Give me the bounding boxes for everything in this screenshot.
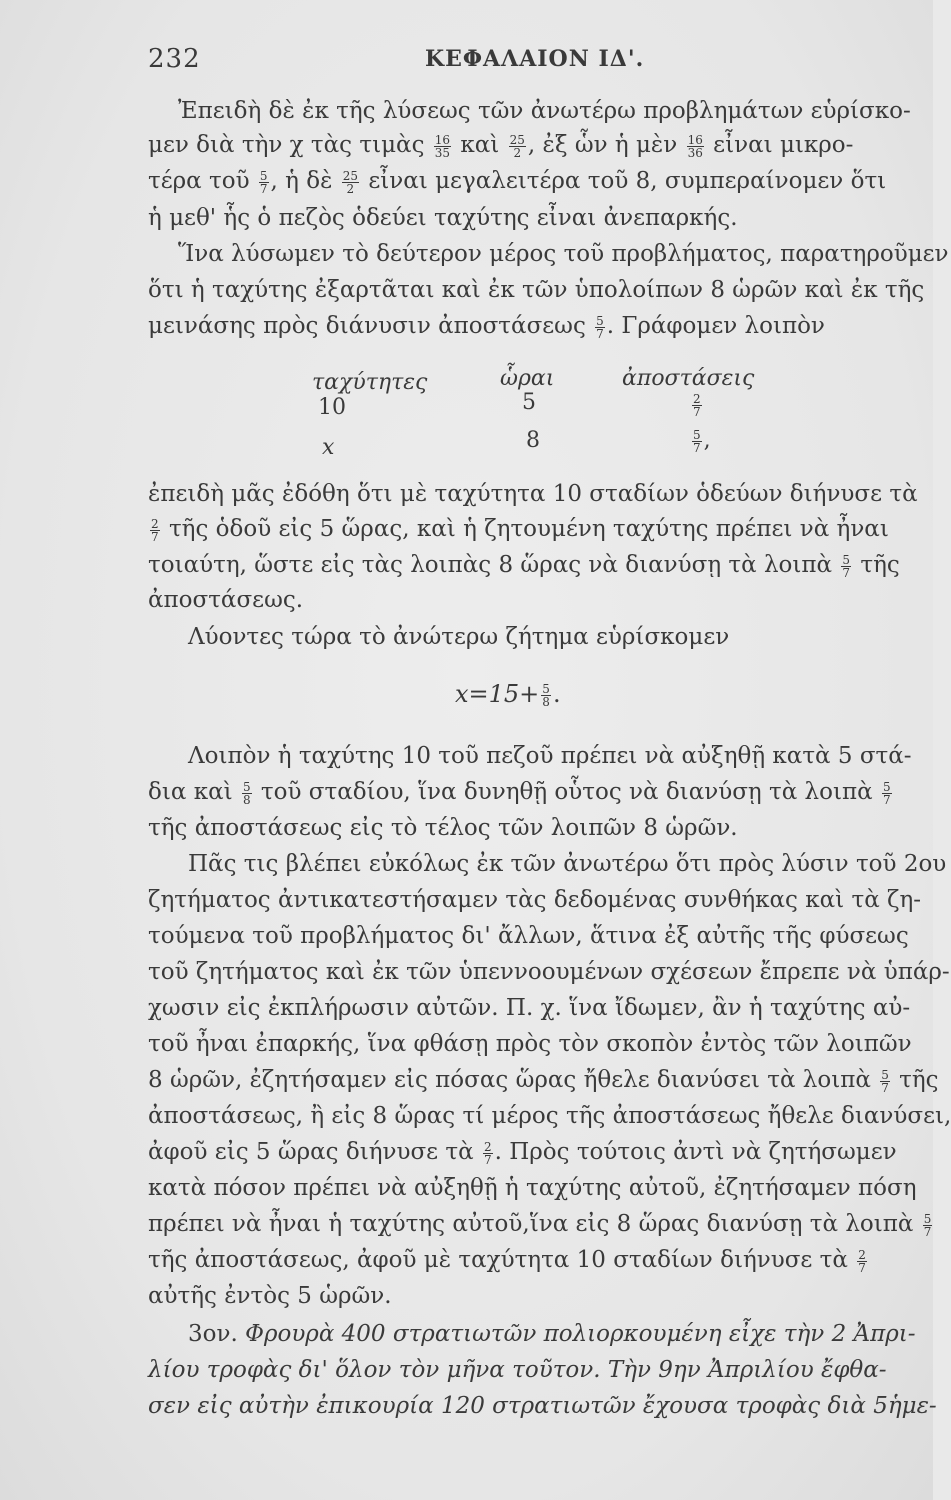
- text-line: τούμενα τοῦ προβλήματος δι' ἄλλων, ἅτινα ἐξ αὐτῆς τῆς φύσεως: [148, 923, 909, 949]
- text-line: Ἐπειδὴ δὲ ἐκ τῆς λύσεως τῶν ἀνωτέρω προβλημάτων εὑρίσκο-: [178, 98, 911, 124]
- table-header: ὧραι: [500, 366, 555, 391]
- text-line: τῆς ἀποστάσεως εἰς τὸ τέλος τῶν λοιπῶν 8 ὡρῶν.: [148, 815, 738, 841]
- fraction: $\frac{5}{7}$: [881, 1067, 889, 1095]
- text-line: τοῦ ἦναι ἐπαρκής, ἵνα φθάσῃ πρὸς τὸν σκοπὸν ἐντὸς τῶν λοιπῶν: [148, 1031, 912, 1057]
- table-cell: 8: [526, 428, 540, 453]
- text-line: ἀποστάσεως, ἢ εἰς 8 ὥρας τί μέρος τῆς ἀποστάσεως ἤθελε διανύσει,: [148, 1103, 951, 1129]
- fraction: $\frac{5}{7}$: [923, 1211, 932, 1239]
- text-line: ἀφοῦ εἰς 5 ὥρας διήνυσε τὰ $\frac{2}{7}$ . Πρὸς τούτοις ἀντὶ νὰ ζητήσωμεν: [148, 1139, 897, 1167]
- text-line: Πᾶς τις βλέπει εὐκόλως ἐκ τῶν ἀνωτέρω ὅτι πρὸς λύσιν τοῦ 2ου: [188, 851, 947, 877]
- table-cell: 5: [522, 390, 536, 415]
- text-line: τέρα τοῦ $\frac{5}{7}$ , ἡ δὲ $\frac{25}{2}$ εἶναι μεγαλειτέρα τοῦ 8, συμπεραίνομεν ὅτι: [148, 168, 887, 196]
- problem-label: 3ον.: [188, 1321, 238, 1347]
- text-line: 3ον. Φρουρὰ 400 στρατιωτῶν πολιορκουμένη εἶχε τὴν 2 Ἀπρι-: [188, 1321, 916, 1347]
- fraction: $\frac{5}{7}$: [842, 552, 851, 580]
- fraction: $\frac{5}{7}$: [596, 313, 604, 341]
- text-line: τῆς ἀποστάσεως, ἀφοῦ μὲ ταχύτητα 10 σταδίων διήνυσε τὰ $\frac{2}{7}$: [148, 1247, 866, 1275]
- text-line: ἐπειδὴ μᾶς ἐδόθη ὅτι μὲ ταχύτητα 10 σταδίων ὁδεύων διήνυσε τὰ: [148, 481, 918, 507]
- fraction: $\frac{2}{7}$: [858, 1247, 866, 1275]
- fraction: $\frac{5}{8}$: [242, 779, 251, 807]
- text-line: χωσιν εἰς ἐκπλήρωσιν αὐτῶν. Π. χ. ἵνα ἴδωμεν, ἂν ἡ ταχύτης αὐ-: [148, 995, 911, 1021]
- text-line: Λύοντες τώρα τὸ ἀνώτερω ζήτημα εὑρίσκομεν: [188, 624, 730, 650]
- fraction: $\frac{2}{7}$: [483, 1139, 492, 1167]
- text-line: 8 ὡρῶν, ἐζητήσαμεν εἰς πόσας ὥρας ἤθελε διανύσει τὰ λοιπὰ $\frac{5}{7}$ τῆς: [148, 1067, 939, 1095]
- text-line: ἀποστάσεως.: [148, 587, 304, 613]
- fraction: $\frac{25}{2}$: [509, 132, 525, 160]
- fraction: $\frac{5}{7}$: [882, 779, 891, 807]
- text-line: κατὰ πόσον πρέπει νὰ αὐξηθῇ ἡ ταχύτης αὐτοῦ, ἐζητήσαμεν πόση: [148, 1175, 917, 1201]
- text-line: τοιαύτη, ὥστε εἰς τὰς λοιπὰς 8 ὥρας νὰ διανύσῃ τὰ λοιπὰ $\frac{5}{7}$ τῆς: [148, 552, 900, 580]
- table-cell: x: [322, 435, 335, 460]
- text-line: μεινάσης πρὸς διάνυσιν ἀποστάσεως $\frac{5}{7}$ . Γράφομεν λοιπὸν: [148, 313, 825, 341]
- text-line: τοῦ ζητήματος καὶ ἐκ τῶν ὑπεννοουμένων σχέσεων ἔπρεπε νὰ ὑπάρ-: [148, 959, 950, 985]
- fraction: $\frac{5}{8}$: [542, 682, 550, 709]
- text-line: ἡ μεθ' ἧς ὁ πεζὸς ὁδεύει ταχύτης εἶναι ἀνεπαρκής.: [148, 205, 738, 231]
- fraction: $\frac{25}{2}$: [342, 168, 359, 196]
- table-cell: 10: [318, 395, 346, 420]
- fraction: $\frac{2}{7}$: [151, 516, 159, 544]
- text-line: Λοιπὸν ἡ ταχύτης 10 τοῦ πεζοῦ πρέπει νὰ αὐξηθῇ κατὰ 5 στά-: [188, 743, 912, 769]
- table-cell: $\frac{2}{7}$: [693, 391, 701, 419]
- fraction: $\frac{16}{36}$: [687, 132, 703, 160]
- text-line: δια καὶ $\frac{5}{8}$ τοῦ σταδίου, ἵνα δυνηθῇ οὗτος νὰ διανύσῃ τὰ λοιπὰ $\frac{5}{7}$: [148, 779, 891, 807]
- table-header: ἀποστάσεις: [622, 366, 755, 391]
- fraction: $\frac{16}{35}$: [434, 132, 451, 160]
- formula: x=15+ $\frac{5}{8}$ .: [455, 680, 561, 709]
- text-line: ζητήματος ἀντικατεστήσαμεν τὰς δεδομένας συνθήκας καὶ τὰ ζη-: [148, 887, 922, 913]
- table-cell: $\frac{5}{7}$ ,: [693, 427, 711, 455]
- page-header: [0, 44, 933, 84]
- text-line: μεν διὰ τὴν χ τὰς τιμὰς $\frac{16}{35}$ καὶ $\frac{25}{2}$ , ἐξ ὧν ἡ μὲν $\frac{16}{36}$ εἶναι μικρο-: [148, 132, 854, 160]
- text-line: Ἵνα λύσωμεν τὸ δεύτερον μέρος τοῦ προβλήματος, παρατηροῦμεν: [178, 241, 949, 267]
- text-line: σεν εἰς αὐτὴν ἐπικουρία 120 στρατιωτῶν ἔχουσα τροφὰς διὰ 5ἡμε-: [148, 1393, 937, 1419]
- text-line: ὅτι ἡ ταχύτης ἐξαρτᾶται καὶ ἐκ τῶν ὑπολοίπων 8 ὡρῶν καὶ ἐκ τῆς: [148, 277, 925, 303]
- page-number: 232: [148, 44, 201, 74]
- running-head: ΚΕΦΑΛΑΙΟΝ ΙΔ'.: [425, 46, 645, 72]
- text-line: $\frac{2}{7}$ τῆς ὁδοῦ εἰς 5 ὥρας, καὶ ἡ ζητουμένη ταχύτης πρέπει νὰ ἦναι: [151, 516, 889, 544]
- text-line: λίου τροφὰς δι' ὅλον τὸν μῆνα τοῦτον. Τὴν 9ην Ἀπριλίου ἔφθα-: [148, 1357, 887, 1383]
- fraction: $\frac{5}{7}$: [259, 168, 268, 196]
- text-line: πρέπει νὰ ἦναι ἡ ταχύτης αὐτοῦ,ἵνα εἰς 8 ὥρας διανύσῃ τὰ λοιπὰ $\frac{5}{7}$: [148, 1211, 932, 1239]
- text-line: αὐτῆς ἐντὸς 5 ὡρῶν.: [148, 1283, 392, 1309]
- table-header: ταχύτητες: [312, 370, 428, 395]
